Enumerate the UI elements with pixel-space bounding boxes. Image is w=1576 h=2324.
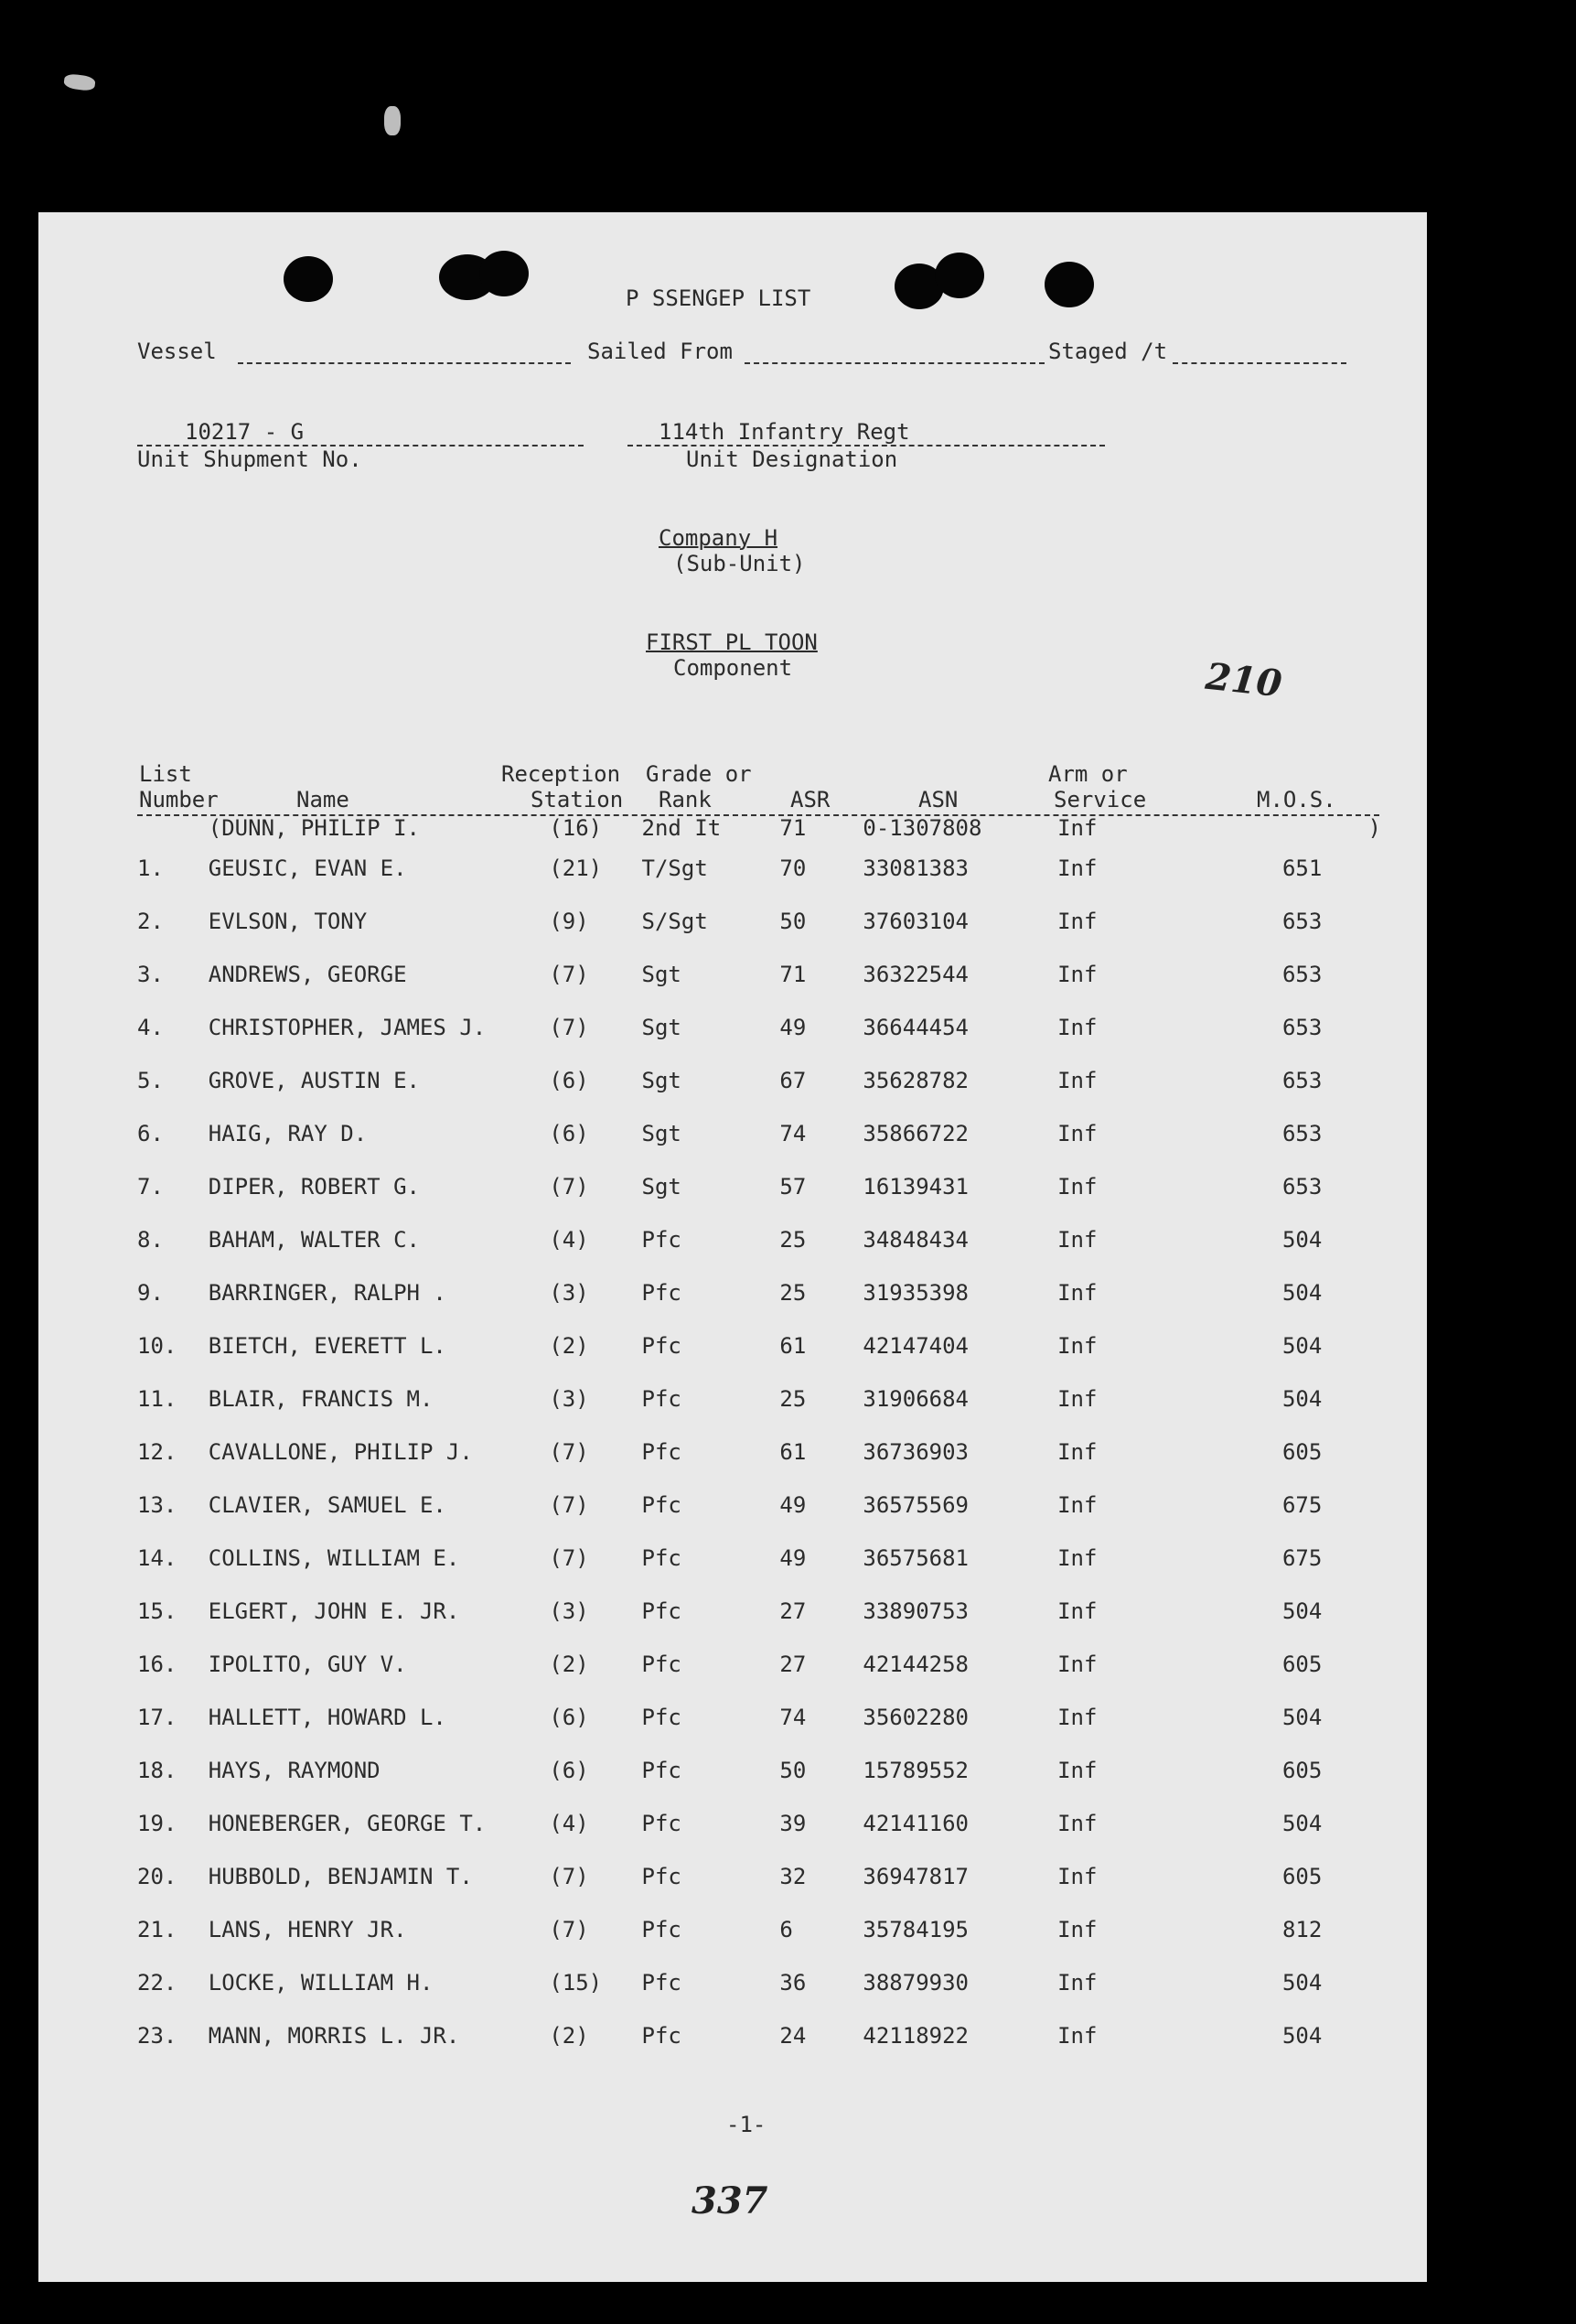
row-name: MANN, MORRIS L. JR. xyxy=(208,2023,460,2049)
row-list-number: 8. xyxy=(137,1227,164,1253)
row-asr: 61 xyxy=(779,1333,807,1359)
row-grade: Pfc xyxy=(641,1598,681,1624)
punch-hole xyxy=(479,251,529,296)
row-asr: 32 xyxy=(779,1864,807,1889)
row-asr: 25 xyxy=(779,1227,807,1253)
row-grade: Pfc xyxy=(641,1758,681,1783)
row-reception-station: (7) xyxy=(549,1917,589,1942)
row-arm: Inf xyxy=(1057,1917,1098,1942)
row-name: BIETCH, EVERETT L. xyxy=(208,1333,446,1359)
table-row xyxy=(137,1744,1381,1797)
row-reception-station: (6) xyxy=(549,1705,589,1730)
row-list-number: 7. xyxy=(137,1174,164,1200)
sailed-from-label: Sailed From xyxy=(587,339,733,364)
row-grade: Pfc xyxy=(641,1970,681,1996)
row-list-number: 22. xyxy=(137,1970,177,1996)
row-name: DIPER, ROBERT G. xyxy=(208,1174,420,1200)
row-list-number: 13. xyxy=(137,1492,177,1518)
row-name: COLLINS, WILLIAM E. xyxy=(208,1545,460,1571)
row-arm: Inf xyxy=(1057,855,1098,881)
row-mos: 504 xyxy=(1281,2023,1323,2049)
row-grade: Pfc xyxy=(641,1333,681,1359)
row-asr: 61 xyxy=(779,1439,807,1465)
handwritten-number-top: 210 xyxy=(1203,654,1284,706)
row-asn: 36322544 xyxy=(863,962,969,987)
table-row xyxy=(137,1479,1381,1532)
table-row xyxy=(137,2009,1381,2062)
row-arm: Inf xyxy=(1057,1705,1098,1730)
row-grade: Pfc xyxy=(641,1386,681,1412)
row-asn: 16139431 xyxy=(863,1174,969,1200)
table-row xyxy=(137,1001,1381,1054)
row-mos: 504 xyxy=(1281,1705,1323,1730)
row-arm: Inf xyxy=(1057,1333,1098,1359)
row-grade: Pfc xyxy=(641,1811,681,1836)
table-row xyxy=(137,1266,1381,1319)
row-asr: 50 xyxy=(779,909,807,934)
row-list-number: 4. xyxy=(137,1015,164,1040)
row-name: BAHAM, WALTER C. xyxy=(208,1227,420,1253)
row-asr: 27 xyxy=(779,1598,807,1624)
row-asr: 70 xyxy=(779,855,807,881)
row-asn: 35628782 xyxy=(863,1068,969,1093)
row-asn: 33081383 xyxy=(863,855,969,881)
table-row xyxy=(137,1426,1381,1479)
table-row xyxy=(137,948,1381,1001)
row-arm: Inf xyxy=(1057,909,1098,934)
row-arm: Inf xyxy=(1057,1492,1098,1518)
row-grade: Pfc xyxy=(641,1652,681,1677)
row-name: CHRISTOPHER, JAMES J. xyxy=(208,1015,487,1040)
header-list-number-2: Number xyxy=(139,787,219,812)
punch-hole xyxy=(1045,262,1094,307)
table-row xyxy=(137,1213,1381,1266)
row-asn: 34848434 xyxy=(863,1227,969,1253)
row-arm: Inf xyxy=(1057,1015,1098,1040)
row-mos: 504 xyxy=(1281,1970,1323,1996)
row-list-number: 2. xyxy=(137,909,164,934)
row-reception-station: (3) xyxy=(549,1598,589,1624)
row-name: CAVALLONE, PHILIP J. xyxy=(208,1439,473,1465)
table-row xyxy=(137,1107,1381,1160)
header-reception-2: Station xyxy=(531,787,624,812)
row-arm: Inf xyxy=(1057,962,1098,987)
header-name: Name xyxy=(296,787,349,812)
header-grade-1: Grade or xyxy=(646,761,752,787)
roster-table xyxy=(137,814,1381,2062)
row-list-number: 19. xyxy=(137,1811,177,1836)
row-arm: Inf xyxy=(1057,1174,1098,1200)
row-mos: 653 xyxy=(1281,1068,1323,1093)
row-name: GEUSIC, EVAN E. xyxy=(208,855,407,881)
row-reception-station: (21) xyxy=(549,855,603,881)
row-list-number: 10. xyxy=(137,1333,177,1359)
row-reception-station: (4) xyxy=(549,1227,589,1253)
row-mos: 651 xyxy=(1281,855,1323,881)
row-arm: Inf xyxy=(1057,2023,1098,2049)
row-list-number: 23. xyxy=(137,2023,177,2049)
row-reception-station: (3) xyxy=(549,1386,589,1412)
margin-speck xyxy=(384,106,401,135)
row-arm: Inf xyxy=(1057,1545,1098,1571)
row-mos: 504 xyxy=(1281,1227,1323,1253)
row-asn: 0-1307808 xyxy=(863,815,982,841)
vessel-label: Vessel xyxy=(137,339,217,364)
row-asr: 25 xyxy=(779,1386,807,1412)
header-asr: ASR xyxy=(790,787,831,812)
row-asn: 42147404 xyxy=(863,1333,969,1359)
row-list-number: 16. xyxy=(137,1652,177,1677)
row-list-number: 12. xyxy=(137,1439,177,1465)
row-reception-station: (7) xyxy=(549,1439,589,1465)
table-row xyxy=(137,895,1381,948)
row-reception-station: (6) xyxy=(549,1068,589,1093)
row-asn: 33890753 xyxy=(863,1598,969,1624)
row-grade: Pfc xyxy=(641,1917,681,1942)
row-asr: 74 xyxy=(779,1121,807,1146)
row-reception-station: (6) xyxy=(549,1758,589,1783)
row-mos: 504 xyxy=(1281,1333,1323,1359)
header-mos: M.O.S. xyxy=(1257,787,1336,812)
unit-designation-label: Unit Designation xyxy=(686,447,898,472)
row-grade: Sgt xyxy=(641,1015,681,1040)
table-row xyxy=(137,1797,1381,1850)
row-list-number: 9. xyxy=(137,1280,164,1306)
row-asn: 35784195 xyxy=(863,1917,969,1942)
table-row xyxy=(137,1850,1381,1903)
component: FIRST PL TOON xyxy=(646,629,818,655)
row-arm: Inf xyxy=(1057,1598,1098,1624)
punch-hole xyxy=(935,253,984,298)
row-asr: 57 xyxy=(779,1174,807,1200)
row-mos: 653 xyxy=(1281,909,1323,934)
row-name: IPOLITO, GUY V. xyxy=(208,1652,407,1677)
unit-shipment-label: Unit Shupment No. xyxy=(137,447,362,472)
row-asn: 36575569 xyxy=(863,1492,969,1518)
row-mos: 653 xyxy=(1281,1174,1323,1200)
row-asn: 42118922 xyxy=(863,2023,969,2049)
row-asr: 74 xyxy=(779,1705,807,1730)
table-row xyxy=(137,1956,1381,2009)
row-mos: 812 xyxy=(1281,1917,1323,1942)
row-list-number xyxy=(137,814,209,842)
row-asn: 42141160 xyxy=(863,1811,969,1836)
row-asr: 67 xyxy=(779,1068,807,1093)
row-grade: Pfc xyxy=(641,1545,681,1571)
row-asn: 36644454 xyxy=(863,1015,969,1040)
row-arm: Inf xyxy=(1057,1121,1098,1146)
header-arm-2: Service xyxy=(1054,787,1147,812)
row-mos: 605 xyxy=(1281,1758,1323,1783)
row-asr: 50 xyxy=(779,1758,807,1783)
row-arm: Inf xyxy=(1057,1280,1098,1306)
table-row xyxy=(137,1585,1381,1638)
row-name: HALLETT, HOWARD L. xyxy=(208,1705,446,1730)
row-reception-station: (7) xyxy=(549,962,589,987)
document-title: P SSENGEP LIST xyxy=(626,285,811,311)
row-list-number: 11. xyxy=(137,1386,177,1412)
row-name: BLAIR, FRANCIS M. xyxy=(208,1386,434,1412)
row-name: ANDREWS, GEORGE xyxy=(208,962,407,987)
row-reception-station: (7) xyxy=(549,1864,589,1889)
row-grade: Pfc xyxy=(641,1280,681,1306)
table-row xyxy=(137,1691,1381,1744)
row-list-number: 18. xyxy=(137,1758,177,1783)
row-asr: 24 xyxy=(779,2023,807,2049)
header-grade-2: Rank xyxy=(659,787,712,812)
row-arm: Inf xyxy=(1057,1439,1098,1465)
row-asr: 36 xyxy=(779,1970,807,1996)
table-row xyxy=(137,1638,1381,1691)
row-mos: 504 xyxy=(1281,1280,1323,1306)
header-reception-1: Reception xyxy=(501,761,621,787)
row-arm: Inf xyxy=(1057,1227,1098,1253)
row-asn: 36947817 xyxy=(863,1864,969,1889)
row-arm: Inf xyxy=(1057,815,1098,841)
row-asr: 27 xyxy=(779,1652,807,1677)
row-list-number: 6. xyxy=(137,1121,164,1146)
row-list-number: 1. xyxy=(137,855,164,881)
row-asn: 31906684 xyxy=(863,1386,969,1412)
row-mos: 653 xyxy=(1281,962,1323,987)
table-row xyxy=(137,842,1381,895)
row-list-number: 3. xyxy=(137,962,164,987)
row-mos: 504 xyxy=(1281,1386,1323,1412)
header-arm-1: Arm or xyxy=(1048,761,1128,787)
row-mos: 675 xyxy=(1281,1545,1323,1571)
row-grade: 2nd It xyxy=(641,815,722,841)
row-list-number: 15. xyxy=(137,1598,177,1624)
row-arm: Inf xyxy=(1057,1068,1098,1093)
sailed-from-blank xyxy=(745,362,1045,364)
row-arm: Inf xyxy=(1057,1864,1098,1889)
table-row xyxy=(137,814,1381,842)
row-grade: Pfc xyxy=(641,1705,681,1730)
row-list-number: 17. xyxy=(137,1705,177,1730)
sub-unit-label: (Sub-Unit) xyxy=(673,551,806,576)
row-reception-station: (16) xyxy=(549,815,603,841)
row-name: LANS, HENRY JR. xyxy=(208,1917,407,1942)
row-grade: Pfc xyxy=(641,2023,681,2049)
row-reception-station: (7) xyxy=(549,1174,589,1200)
row-name: HAYS, RAYMOND xyxy=(208,1758,381,1783)
row-mos: ) xyxy=(1367,815,1381,841)
row-name: HONEBERGER, GEORGE T. xyxy=(208,1811,487,1836)
punch-hole xyxy=(284,256,333,302)
row-asn: 38879930 xyxy=(863,1970,969,1996)
row-asr: 6 xyxy=(779,1917,793,1942)
staged-at-label: Staged /t xyxy=(1048,339,1168,364)
row-name: BARRINGER, RALPH . xyxy=(208,1280,446,1306)
row-reception-station: (7) xyxy=(549,1492,589,1518)
row-arm: Inf xyxy=(1057,1811,1098,1836)
component-label: Component xyxy=(673,655,793,681)
row-mos: 605 xyxy=(1281,1652,1323,1677)
row-name: HAIG, RAY D. xyxy=(208,1121,368,1146)
header-list-number-1: List xyxy=(139,761,192,787)
row-grade: S/Sgt xyxy=(641,909,708,934)
row-mos: 653 xyxy=(1281,1121,1323,1146)
table-row xyxy=(137,1532,1381,1585)
handwritten-number-bottom: 337 xyxy=(692,2179,768,2222)
row-asr: 49 xyxy=(779,1015,807,1040)
row-mos: 504 xyxy=(1281,1598,1323,1624)
unit-designation: 114th Infantry Regt xyxy=(659,419,910,445)
row-asr: 49 xyxy=(779,1492,807,1518)
row-grade: Sgt xyxy=(641,962,681,987)
unit-shipment-no: 10217 - G xyxy=(185,419,305,445)
row-asr: 71 xyxy=(779,962,807,987)
table-row xyxy=(137,1160,1381,1213)
row-name: HUBBOLD, BENJAMIN T. xyxy=(208,1864,473,1889)
row-asn: 15789552 xyxy=(863,1758,969,1783)
sub-unit: Company H xyxy=(659,525,778,551)
row-reception-station: (2) xyxy=(549,1333,589,1359)
row-mos: 504 xyxy=(1281,1811,1323,1836)
row-asn: 37603104 xyxy=(863,909,969,934)
row-reception-station: (9) xyxy=(549,909,589,934)
row-name: ELGERT, JOHN E. JR. xyxy=(208,1598,460,1624)
header-asn: ASN xyxy=(918,787,959,812)
row-reception-station: (2) xyxy=(549,2023,589,2049)
row-grade: Sgt xyxy=(641,1121,681,1146)
row-reception-station: (3) xyxy=(549,1280,589,1306)
row-mos: 653 xyxy=(1281,1015,1323,1040)
row-arm: Inf xyxy=(1057,1970,1098,1996)
row-reception-station: (6) xyxy=(549,1121,589,1146)
row-arm: Inf xyxy=(1057,1758,1098,1783)
row-asn: 36575681 xyxy=(863,1545,969,1571)
row-name: GROVE, AUSTIN E. xyxy=(208,1068,420,1093)
row-reception-station: (7) xyxy=(549,1545,589,1571)
row-asn: 42144258 xyxy=(863,1652,969,1677)
row-asn: 31935398 xyxy=(863,1280,969,1306)
row-grade: Pfc xyxy=(641,1227,681,1253)
row-mos: 605 xyxy=(1281,1864,1323,1889)
row-arm: Inf xyxy=(1057,1652,1098,1677)
table-row xyxy=(137,1319,1381,1372)
row-grade: Pfc xyxy=(641,1492,681,1518)
margin-speck xyxy=(63,73,96,92)
row-name: (DUNN, PHILIP I. xyxy=(208,815,420,841)
row-grade: Pfc xyxy=(641,1439,681,1465)
table-row xyxy=(137,1054,1381,1107)
row-mos: 675 xyxy=(1281,1492,1323,1518)
row-asn: 35602280 xyxy=(863,1705,969,1730)
row-name: EVLSON, TONY xyxy=(208,909,368,934)
vessel-blank xyxy=(238,362,571,364)
row-list-number: 21. xyxy=(137,1917,177,1942)
row-asr: 71 xyxy=(779,815,807,841)
table-row xyxy=(137,1903,1381,1956)
row-name: CLAVIER, SAMUEL E. xyxy=(208,1492,446,1518)
row-list-number: 5. xyxy=(137,1068,164,1093)
row-grade: Sgt xyxy=(641,1068,681,1093)
row-asn: 36736903 xyxy=(863,1439,969,1465)
row-list-number: 20. xyxy=(137,1864,177,1889)
row-arm: Inf xyxy=(1057,1386,1098,1412)
row-reception-station: (15) xyxy=(549,1970,603,1996)
row-name: LOCKE, WILLIAM H. xyxy=(208,1970,434,1996)
row-reception-station: (7) xyxy=(549,1015,589,1040)
row-reception-station: (2) xyxy=(549,1652,589,1677)
row-asr: 39 xyxy=(779,1811,807,1836)
row-grade: T/Sgt xyxy=(641,855,708,881)
row-grade: Sgt xyxy=(641,1174,681,1200)
row-grade: Pfc xyxy=(641,1864,681,1889)
page-number: -1- xyxy=(726,2112,767,2137)
passenger-list-page xyxy=(38,212,1427,2282)
row-list-number: 14. xyxy=(137,1545,177,1571)
row-asn: 35866722 xyxy=(863,1121,969,1146)
row-reception-station: (4) xyxy=(549,1811,589,1836)
staged-at-blank xyxy=(1173,362,1346,364)
row-mos: 605 xyxy=(1281,1439,1323,1465)
table-row xyxy=(137,1372,1381,1426)
row-asr: 25 xyxy=(779,1280,807,1306)
row-asr: 49 xyxy=(779,1545,807,1571)
